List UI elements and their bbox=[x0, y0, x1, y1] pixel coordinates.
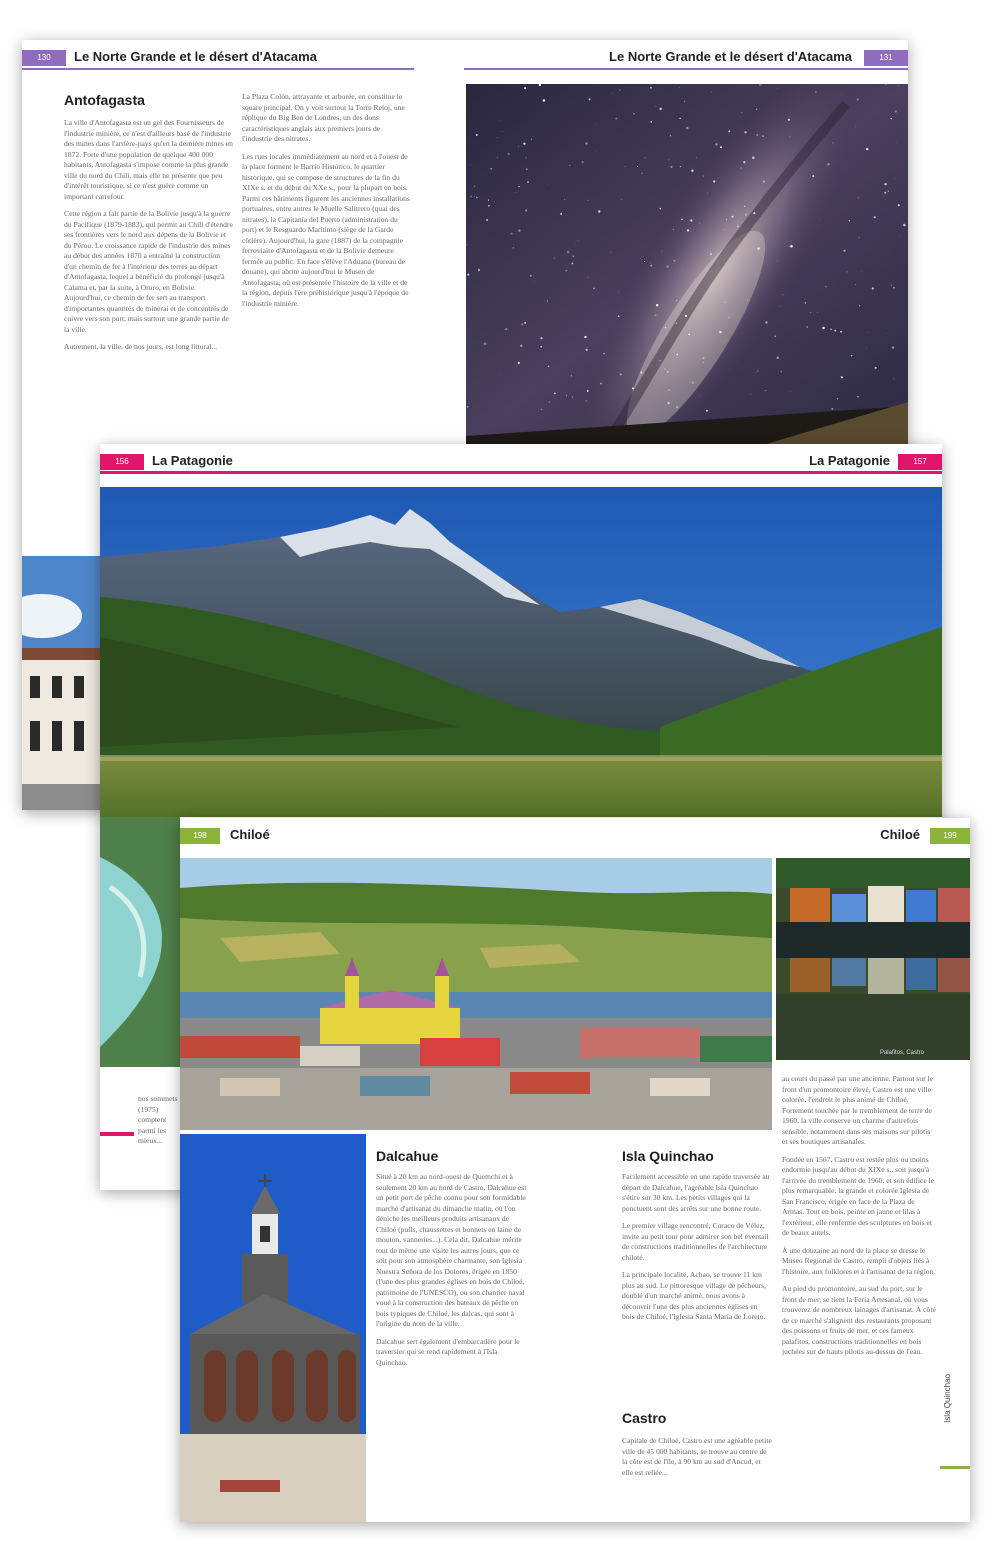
header-title-right: La Patagonie bbox=[809, 453, 890, 468]
paragraph: Capitale de Chiloé, Castro est une agréable petite ville de 45 000 habitants, se trouve au centre de la côte est de l'île, à 90 km au sud d'Ancud, et elle est reliée... bbox=[622, 1436, 772, 1477]
accent-bar bbox=[100, 1132, 134, 1136]
palafitos-image bbox=[776, 858, 970, 1060]
text-column-2 bbox=[242, 92, 412, 452]
photo-credit: Palafitos, Castro bbox=[879, 1050, 924, 1056]
running-header bbox=[22, 40, 908, 70]
page-number-left: 156 bbox=[100, 454, 144, 470]
paragraph: Fondée en 1567, Castro est restée plus ou moins endormie jusqu'au début du XIXe s., soit jusqu'à l'arrivée du tremblement de 1960, et son édifice le plus remarquable, la grande et colorée Iglesia de San Francisco, érigée en face de la Plaza de Armas. Tout en bois, peinte en jaune et lilas à l'extérieur, elle renferme des sculptures en bois et de beaux autels. bbox=[782, 1154, 935, 1237]
paragraph: Le premier village rencontré, Curaco de Vélez, invite au petit tour pour admirer son bel éventail de constructions traditionnelles de l'architecture chiloté. bbox=[622, 1221, 769, 1262]
milky-way-image bbox=[466, 84, 908, 444]
paragraph: Facilement accessible en une rapide traversée au départ de Dalcahue, l'agréable Isla Quinchao s'étire sur 30 km. Les petits villages qui la ponctuent sont des arrêts sur une bonne route. bbox=[622, 1172, 770, 1213]
header-rule-right bbox=[464, 68, 908, 70]
header-title-right: Chiloé bbox=[880, 827, 920, 842]
paragraph: La principale localité, Achao, se trouve 11 km plus au sud. Le pittoresque village de pêcheurs, doublé d'un marché animé, nous avons à découvrir l'une des plus anciennes églises en bois de Chiloé, l'Iglesia Santa María de Loreto. bbox=[622, 1270, 767, 1321]
header-title-right: Le Norte Grande et le désert d'Atacama bbox=[609, 49, 852, 64]
paragraph: Dalcahue sert également d'embarcadère pour le traversier qui se rend rapidement à l'Isla Quinchao. bbox=[376, 1336, 520, 1367]
paragraph: Situé à 20 km au nord-ouest de Quemchi et à seulement 20 km au nord de Castro, Dalcahue est un petit port de pêche connu pour son formidable marché d'artisanat du dimanche matin, où l'on déniche les meilleurs produits artisanaux de Chiloé (pulls, chaussettes et bonnets en laine de mouton, vanneries...). Cela dit, Dalcahue mérite tout de même une visite les autres jours, que ce soit pour son atmosphère charmante, son Iglesia Nuestra Señora de los Dolores, érigée en 1850 (l'une des plus grandes églises en bois de Chiloé, patrimoine de l'UNESCO), ou son chantier naval voué à la construction des bateaux de pêche en bois typiques de Chiloé, les dalcas, qui sont à l'origine du nom de la ville. bbox=[376, 1172, 527, 1328]
building-image bbox=[22, 556, 102, 810]
side-accent-bar bbox=[940, 1466, 970, 1469]
church-image bbox=[180, 1134, 366, 1522]
paragraph: Cette région a fait partie de la Bolivie jusqu'à la guerre du Pacifique (1879-1883), qui permit au Chili d'étendre ses frontières vers le nord aux dépens de la Bolivie et du Pérou. Le croissance rapide de l'industrie des mines au début des années 1870 a entraîné la construction d'un chemin de fer à l'intérieur des terres au départ d'Antofagasta, lequel a bénéficié du prolongé jusqu'à Calama et, par la suite, à Oruro, en Bolivie. Aujourd'hui, ce chemin de fer sert au transport d'importantes quantités de minerai et de concentrés de cuivre vers son port, mais surtout une grande partie de la ville. bbox=[64, 209, 233, 334]
page-number-left: 198 bbox=[180, 828, 220, 844]
page-number-right: 131 bbox=[864, 50, 908, 66]
paragraph: La Plaza Colón, attrayante et arborée, en constitue le square principal. On y voit surtout la Torre Reloj, une réplique du Big Ben de Londres, un des dons caractéristiques anglais aux premiers jours de l'industrie des nitrates. bbox=[242, 92, 405, 143]
mountain-image bbox=[100, 487, 942, 817]
night-sky-photo bbox=[466, 84, 908, 444]
paragraph: La ville d'Antofagasta est un gel des Fournisseurs de l'industrie minière, ce n'est d'ailleurs basé de l'industrie des mines dans l'arrière-pays qu'en la dernière mines en 1872. Forte d'une population de quelque 400 000 habitants, Antofagasta s'impose comme la plus grande ville du nord du Chili, mais elle ne présente que peu d'intérêt touristique, si ce n'est guère comme un important carrefour. bbox=[64, 118, 233, 201]
text-column-right bbox=[782, 1074, 936, 1514]
paragraph: Autrement, la ville, de nos jours, est long littoral... bbox=[64, 342, 218, 351]
paragraph: au cours du passé par une ancienne. Partout sur le front d'un promontoire élevé, Castro est une ville colorée, l'endroit le plus animé de Chiloé. Fortement touchée par le tremblement de terre de 1960, la ville conserve un charme d'autrefois sensible, notamment dans ses maisons sur pilotis et ses boutiques artisanales. bbox=[782, 1074, 933, 1146]
page-number-right: 199 bbox=[930, 828, 970, 844]
glacial-river-photo bbox=[100, 817, 180, 1067]
section-heading-antofagasta: Antofagasta bbox=[64, 92, 145, 108]
header-title-left: Chiloé bbox=[230, 827, 270, 842]
mountain-landscape-photo bbox=[100, 487, 942, 817]
running-header bbox=[180, 818, 970, 848]
paragraph: À une douzaine au nord de la place se dresse le Museo Regional de Castro, rempli d'objets liés à l'histoire, aux folklores et à l'artisanat de la région. bbox=[782, 1245, 936, 1276]
river-image bbox=[100, 817, 180, 1067]
wooden-church-photo bbox=[180, 1134, 366, 1522]
side-tab-label: Isla Quinchao bbox=[943, 1374, 952, 1423]
header-rule-left bbox=[22, 68, 414, 70]
page-number-left: 130 bbox=[22, 50, 66, 66]
castro-town-photo bbox=[180, 858, 772, 1130]
running-header bbox=[100, 444, 942, 474]
header-rule bbox=[100, 471, 942, 474]
palafitos-photo bbox=[776, 858, 970, 1060]
text-column-dalcahue bbox=[376, 1172, 528, 1512]
header-title-left: Le Norte Grande et le désert d'Atacama bbox=[74, 49, 317, 64]
text-column-castro bbox=[622, 1436, 772, 1512]
paragraph: Au pied du promontoire, au sud du port, sur le front de mer, se tient la Feria Artesanal, où vous trouverez de nombreux lainages d'artisanat. À côté de ce marché s'alignent des restaurants proposant des poissons et fruits de mer, et ces fameux palafitos, constructions traditionnelles en bois juchées sur de hauts pilotis au-dessus de l'eau. bbox=[782, 1284, 936, 1356]
section-heading-castro: Castro bbox=[622, 1410, 667, 1426]
spread-chiloe bbox=[180, 818, 970, 1522]
colonial-building-photo bbox=[22, 556, 102, 810]
castro-image bbox=[180, 858, 772, 1130]
text-column-quinchao bbox=[622, 1172, 772, 1398]
paragraph: Les rues locales immédiatement au nord et à l'ouest de la place forment le Barrio Histórico, le quartier historique, qui se compose de structures de la fin du XIXe s. et du début du XXe s., pour la plupart en bois. Parmi ces bâtiments figurent les anciennes installations portuaires, entre autres le Muelle Salitrero (quai des nitrates), la Capitanía del Puerto (administration du port) et le Resguardo Marítimo (siège de la Garde côtière). Aujourd'hui, la gare (1887) de la compagnie ferroviaire d'Antofagasta et de la Bolivie demeure fermée au public. En face s'élève l'Aduana (bureau de douane), qui abrite aujourd'hui le Museo de Antofagasta, où est présentée l'histoire de la ville et de la région, depuis l'ère préhistorique jusqu'à l'époque de l'industrie minière. bbox=[242, 151, 410, 308]
section-heading-isla-quinchao: Isla Quinchao bbox=[622, 1148, 714, 1164]
page-number-right: 157 bbox=[898, 454, 942, 470]
text-fragment: nos sommets (1975) comptent parmi les mieux... bbox=[138, 1094, 178, 1145]
header-title-left: La Patagonie bbox=[152, 453, 233, 468]
section-heading-dalcahue: Dalcahue bbox=[376, 1148, 439, 1164]
